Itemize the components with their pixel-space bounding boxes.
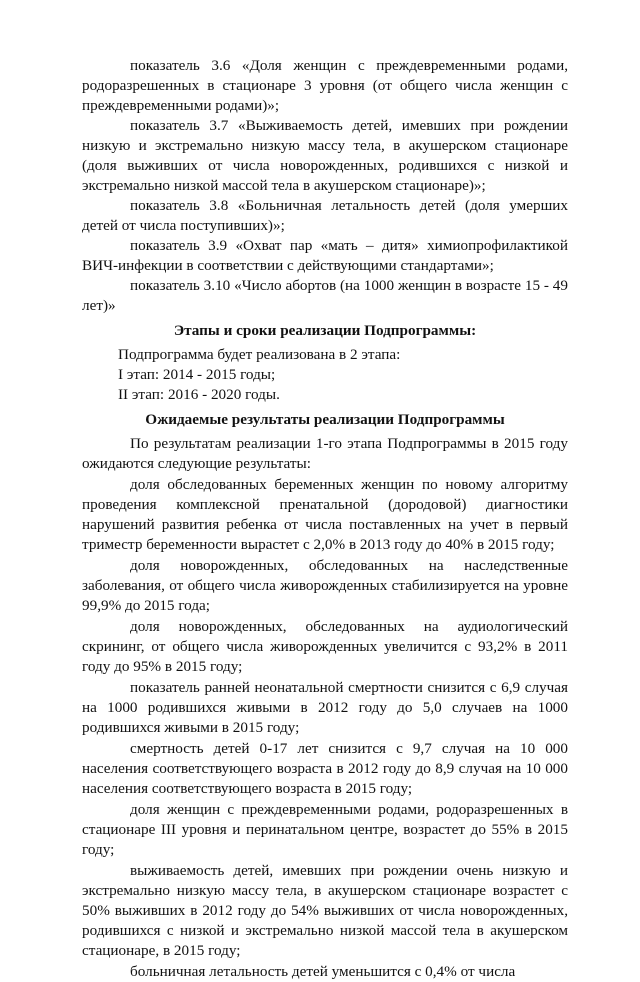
indicator-3-8: показатель 3.8 «Больничная летальность детей (доля умерших детей от числа поступивших)»;	[82, 197, 568, 234]
indicator-3-10: показатель 3.10 «Число абортов (на 1000 женщин в возрасте 15 - 49 лет)»	[82, 277, 568, 314]
result-neonatal-mortality: показатель ранней неонатальной смертности снизится с 6,9 случая на 1000 родившихся живыми в 2012 году до 5,0 случаев на 1000 родившихся живыми в 2015 году;	[82, 679, 568, 736]
heading-stages: Этапы и сроки реализации Подпрограммы:	[173, 322, 477, 339]
result-hereditary-screening: доля новорожденных, обследованных на наследственные заболевания, от общего числа живорожденных стабилизируется на уровне 99,9% до 2015 года;	[82, 557, 568, 614]
result-child-mortality: смертность детей 0-17 лет снизится с 9,7 случая на 10 000 населения соответствующего возраста в 2012 году до 8,9 случая на 10 000 населения соответствующего возраста в 2015 году;	[82, 740, 568, 797]
results-intro: По результатам реализации 1-го этапа Подпрограммы в 2015 году ожидаются следующие результаты:	[82, 435, 568, 472]
indicator-3-9: показатель 3.9 «Охват пар «мать – дитя» химиопрофилактикой ВИЧ-инфекции в соответствии с действующими стандартами»;	[82, 237, 568, 274]
document-body	[82, 56, 568, 982]
indicator-3-6: показатель 3.6 «Доля женщин с преждевременными родами, родоразрешенных в стационаре 3 уровня (от общего числа женщин с преждевременными родами)»;	[82, 57, 568, 114]
result-prenatal-diagnostics: доля обследованных беременных женщин по новому алгоритму проведения комплексной пренатальной (дородовой) диагностики нарушений развития ребенка от числа поставленных на учет в первый триместр беременности вырастет с 2,0% в 2013 году до 40% в 2015 году;	[82, 476, 568, 553]
result-premature-births: доля женщин с преждевременными родами, родоразрешенных в стационаре III уровня и перинатальном центре, возрастет до 55% в 2015 году;	[82, 801, 568, 858]
heading-results: Ожидаемые результаты реализации Подпрограммы	[145, 411, 505, 428]
stages-intro: Подпрограмма будет реализована в 2 этапа:	[118, 346, 401, 363]
stage-1: I этап: 2014 - 2015 годы;	[118, 366, 276, 383]
result-hospital-lethality: больничная летальность детей уменьшится с 0,4% от числа	[130, 963, 516, 980]
result-audiology-screening: доля новорожденных, обследованных на аудиологический скрининг, от общего числа живорожденных увеличится с 93,2% в 2011 году до 95% в 2015 году;	[82, 618, 568, 675]
indicator-3-7: показатель 3.7 «Выживаемость детей, имевших при рождении низкую и экстремально низкую массу тела, в акушерском стационаре (доля выживших от числа новорожденных, родившихся с низкой и экстремально низкой массой тела в акушерском стационаре)»;	[82, 117, 568, 194]
result-survival-rate: выживаемость детей, имевших при рождении очень низкую и экстремально низкую массу тела, в акушерском стационаре возрастет с 50% выживших в 2012 году до 54% выживших от числа новорожденных, родившихся с низкой и экстремально низкой массой тела в акушерском стационаре, в 2015 году;	[82, 862, 568, 959]
stage-2: II этап: 2016 - 2020 годы.	[118, 386, 280, 403]
